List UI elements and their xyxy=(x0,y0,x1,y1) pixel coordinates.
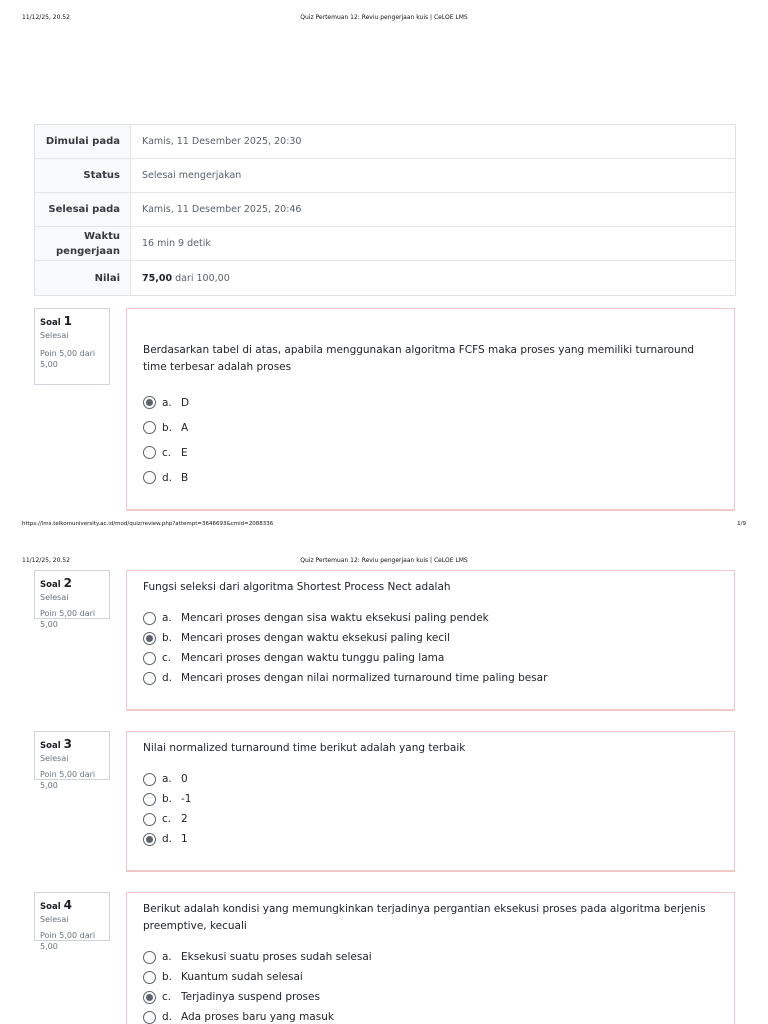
print-date: 11/12/25, 20.52 xyxy=(22,557,70,564)
print-url: https://lms.telkomuniversity.ac.id/mod/quiz/review.php?attempt=3646693&cmid=2088336 xyxy=(22,521,274,527)
question-number: Soal 3 xyxy=(40,737,72,751)
answer-list xyxy=(143,947,720,1024)
answer-option[interactable]: a. 0 xyxy=(143,769,720,789)
answer-option[interactable]: b. A xyxy=(143,415,720,440)
summary-label: Dimulai pada xyxy=(35,125,131,158)
answer-option[interactable]: c. Mencari proses dengan waktu tunggu paling lama xyxy=(143,648,720,668)
answer-option[interactable]: a. Mencari proses dengan sisa waktu eksekusi paling pendek xyxy=(143,608,720,628)
question-text: Berikut adalah kondisi yang memungkinkan terjadinya pergantian eksekusi proses pada algoritma berjenis preemptive, kecuali xyxy=(143,903,706,932)
answer-option[interactable]: a. D xyxy=(143,390,720,415)
radio-checked-icon[interactable] xyxy=(143,396,156,409)
question-state: Selesai xyxy=(40,593,69,602)
radio-icon[interactable] xyxy=(143,773,156,786)
summary-row-started xyxy=(35,124,735,158)
radio-icon[interactable] xyxy=(143,612,156,625)
summary-value: Selesai mengerjakan xyxy=(142,170,242,181)
answer-option[interactable]: d. 1 xyxy=(143,829,720,849)
answer-option[interactable]: b. Kuantum sudah selesai xyxy=(143,967,720,987)
question-text: Berdasarkan tabel di atas, apabila menggunakan algoritma FCFS maka proses yang memiliki turnaround time terbesar adalah proses xyxy=(143,344,695,373)
radio-checked-icon[interactable] xyxy=(143,833,156,846)
radio-icon[interactable] xyxy=(143,813,156,826)
answer-option[interactable]: d. Mencari proses dengan nilai normalized turnaround time paling besar xyxy=(143,668,720,688)
radio-icon[interactable] xyxy=(143,951,156,964)
summary-row-grade xyxy=(35,260,735,295)
print-page-number: 1/9 xyxy=(737,521,746,527)
answer-option[interactable]: a. Eksekusi suatu proses sudah selesai xyxy=(143,947,720,967)
radio-icon[interactable] xyxy=(143,446,156,459)
answer-option[interactable]: c. 2 xyxy=(143,809,720,829)
summary-value: Kamis, 11 Desember 2025, 20:46 xyxy=(142,204,302,215)
question-content-1 xyxy=(126,308,735,511)
question-grade: Poin 5,00 dari 5,00 xyxy=(40,349,96,369)
summary-label: Selesai pada xyxy=(35,193,131,226)
summary-label: Waktu pengerjaan xyxy=(35,227,131,260)
summary-label: Nilai xyxy=(35,261,131,295)
question-grade: Poin 5,00 dari 5,00 xyxy=(40,770,96,790)
grade-value: 75,00 xyxy=(142,272,173,284)
question-info-2 xyxy=(34,570,110,629)
answer-option[interactable]: c. E xyxy=(143,440,720,465)
radio-checked-icon[interactable] xyxy=(143,991,156,1004)
radio-icon[interactable] xyxy=(143,1011,156,1024)
answer-list xyxy=(143,390,720,490)
summary-value xyxy=(131,273,241,284)
question-text: Nilai normalized turnaround time berikut adalah yang terbaik xyxy=(143,742,466,754)
question-info-3 xyxy=(34,731,110,790)
radio-icon[interactable] xyxy=(143,971,156,984)
radio-icon[interactable] xyxy=(143,672,156,685)
question-number: Soal 2 xyxy=(40,576,72,590)
question-state: Selesai xyxy=(40,915,69,924)
print-header-page-2 xyxy=(22,557,746,564)
print-header-page-1 xyxy=(22,14,746,21)
answer-option[interactable]: d. B xyxy=(143,465,720,490)
radio-icon[interactable] xyxy=(143,421,156,434)
print-title: Quiz Pertemuan 12: Reviu pengerjaan kuis | CeLOE LMS xyxy=(300,14,468,21)
answer-option[interactable]: b. Mencari proses dengan waktu eksekusi paling kecil xyxy=(143,628,720,648)
summary-value: 16 min 9 detik xyxy=(142,238,211,249)
grade-max: dari 100,00 xyxy=(175,272,230,284)
question-content-3 xyxy=(126,731,735,872)
radio-icon[interactable] xyxy=(143,793,156,806)
question-grade: Poin 5,00 dari 5,00 xyxy=(40,931,96,951)
summary-row-duration xyxy=(35,226,735,260)
summary-row-status xyxy=(35,158,735,192)
question-content-4 xyxy=(126,892,735,1024)
question-info-4 xyxy=(34,892,110,951)
print-footer-page-1 xyxy=(22,521,746,527)
question-state: Selesai xyxy=(40,331,69,340)
summary-row-completed xyxy=(35,192,735,226)
radio-icon[interactable] xyxy=(143,652,156,665)
answer-list xyxy=(143,608,720,688)
question-info-1 xyxy=(34,308,110,385)
radio-icon[interactable] xyxy=(143,471,156,484)
question-number: Soal 4 xyxy=(40,898,72,912)
question-number: Soal 1 xyxy=(40,314,72,328)
question-text: Fungsi seleksi dari algoritma Shortest Process Nect adalah xyxy=(143,581,451,593)
print-title: Quiz Pertemuan 12: Reviu pengerjaan kuis | CeLOE LMS xyxy=(300,557,468,564)
question-grade: Poin 5,00 dari 5,00 xyxy=(40,609,96,629)
attempt-summary-table xyxy=(34,124,736,296)
summary-label: Status xyxy=(35,159,131,192)
answer-list xyxy=(143,769,720,849)
question-content-2 xyxy=(126,570,735,711)
print-date: 11/12/25, 20.52 xyxy=(22,14,70,21)
radio-checked-icon[interactable] xyxy=(143,632,156,645)
answer-option[interactable]: d. Ada proses baru yang masuk xyxy=(143,1007,720,1024)
question-state: Selesai xyxy=(40,754,69,763)
answer-option[interactable]: b. -1 xyxy=(143,789,720,809)
summary-value: Kamis, 11 Desember 2025, 20:30 xyxy=(142,136,302,147)
answer-option[interactable]: c. Terjadinya suspend proses xyxy=(143,987,720,1007)
